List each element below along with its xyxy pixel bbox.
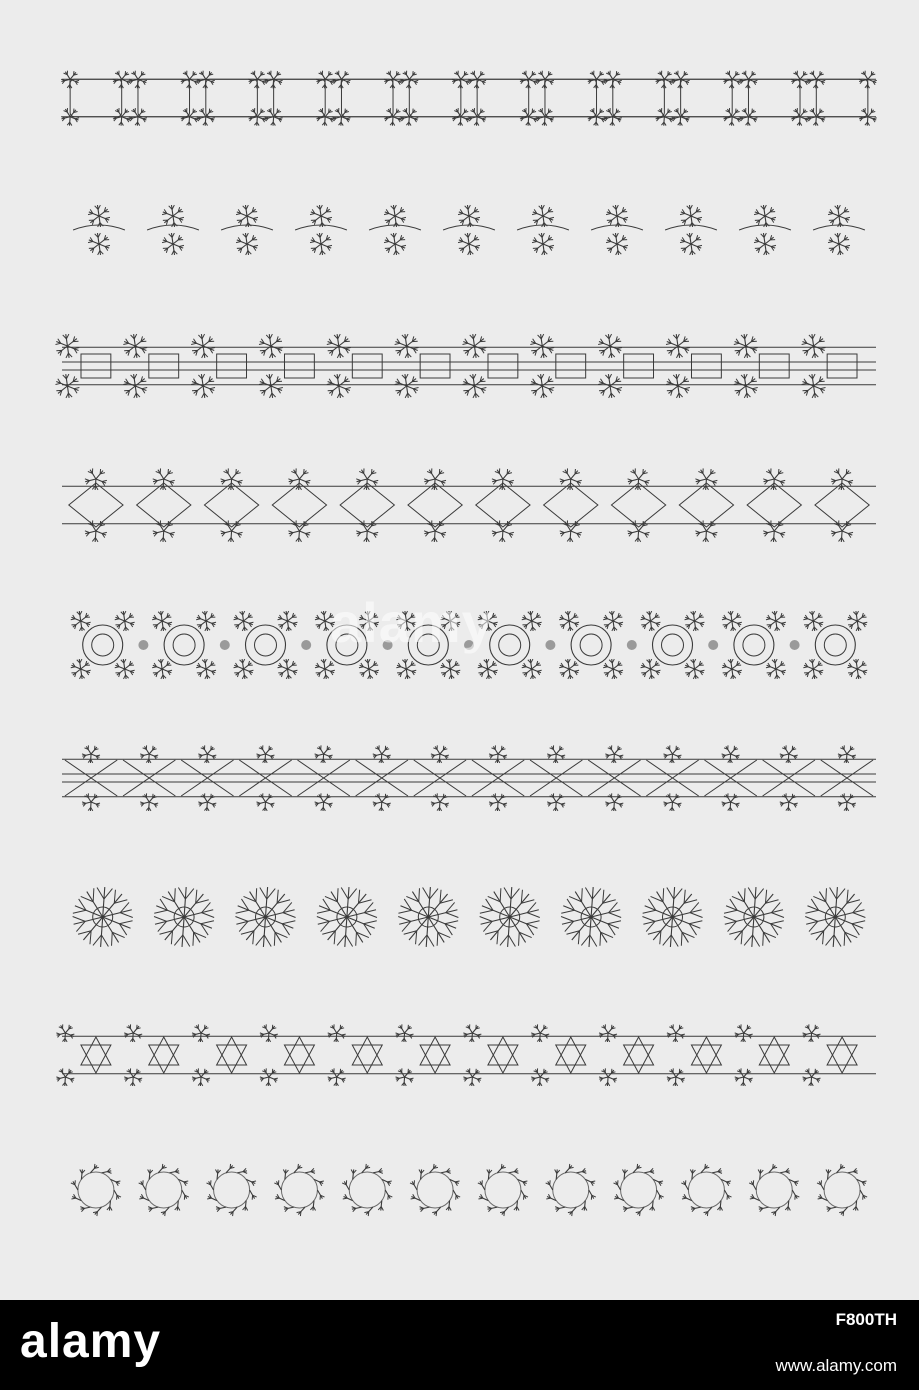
motif-unit <box>611 468 665 542</box>
motif-unit <box>735 1024 790 1086</box>
motif-unit <box>259 334 314 398</box>
motif-unit <box>530 334 585 398</box>
motif-unit <box>614 1164 664 1216</box>
motif-unit <box>56 1024 111 1086</box>
motif-unit <box>642 887 702 947</box>
border-6 <box>62 745 876 811</box>
ornament-dot <box>545 640 555 650</box>
motif-unit <box>327 334 382 398</box>
watermark: alamy <box>330 591 494 654</box>
motif-unit <box>147 205 199 255</box>
motif-unit <box>802 334 857 398</box>
motif-unit <box>317 887 377 947</box>
motif-unit <box>747 468 801 542</box>
motif-unit <box>480 887 540 947</box>
motif-unit <box>69 468 123 542</box>
motif-unit <box>588 745 640 811</box>
motif-unit <box>137 468 191 542</box>
motif-unit <box>739 205 791 255</box>
motif-unit <box>530 745 582 811</box>
border-7 <box>73 887 866 947</box>
motif-unit <box>234 611 312 679</box>
motif-unit <box>272 468 326 542</box>
motif-unit <box>328 1024 383 1086</box>
border-9 <box>71 1164 867 1216</box>
motif-unit <box>478 611 556 679</box>
motif-unit <box>815 468 869 542</box>
motif-unit <box>191 334 246 398</box>
motif-unit <box>410 1164 460 1216</box>
motif-unit <box>734 334 789 398</box>
motif-unit <box>544 468 598 542</box>
motif-unit <box>73 205 125 255</box>
motif-unit <box>591 205 643 255</box>
motif-unit <box>369 205 421 255</box>
ornament-dot <box>220 640 230 650</box>
motif-unit <box>414 745 466 811</box>
motif-unit <box>192 1024 247 1086</box>
motif-unit <box>123 334 178 398</box>
motif-unit <box>260 1024 315 1086</box>
motif-unit <box>395 334 450 398</box>
site-url: www.alamy.com <box>775 1356 897 1375</box>
motif-unit <box>646 745 698 811</box>
motif-unit <box>462 334 517 398</box>
motif-unit <box>154 887 214 947</box>
motif-unit <box>722 611 800 679</box>
motif-unit <box>73 887 133 947</box>
motif-unit <box>749 1164 799 1216</box>
motif-unit <box>342 1164 392 1216</box>
ornament-dot <box>627 640 637 650</box>
border-4 <box>62 468 876 542</box>
motif-unit <box>803 1024 858 1086</box>
motif-unit <box>821 745 873 811</box>
motif-unit <box>666 334 721 398</box>
motif-unit <box>139 1164 189 1216</box>
motif-unit <box>221 205 273 255</box>
motif-unit <box>679 468 733 542</box>
motif-unit <box>599 1024 654 1086</box>
motif-unit <box>817 1164 867 1216</box>
ornament-dot <box>383 640 393 650</box>
motif-unit <box>297 745 349 811</box>
motif-unit <box>204 468 258 542</box>
ornament-dot <box>790 640 800 650</box>
motif-unit <box>443 205 495 255</box>
motif-unit <box>71 611 149 679</box>
motif-unit <box>763 745 815 811</box>
image-code: F800TH <box>835 1310 897 1329</box>
footer-bar <box>0 1300 919 1390</box>
motif-unit <box>71 1164 121 1216</box>
motif-unit <box>396 1024 451 1086</box>
motif-unit <box>517 205 569 255</box>
motif-unit <box>239 745 291 811</box>
border-5 <box>71 611 867 679</box>
border-3 <box>55 334 876 398</box>
motif-unit <box>681 1164 731 1216</box>
motif-unit <box>546 1164 596 1216</box>
motif-unit <box>65 745 117 811</box>
motif-unit <box>356 745 408 811</box>
motif-unit <box>55 334 110 398</box>
border-2 <box>73 205 865 255</box>
motif-unit <box>803 611 867 679</box>
ornament-dot <box>138 640 148 650</box>
motif-unit <box>315 611 393 679</box>
ornament-dot <box>464 640 474 650</box>
motif-unit <box>665 205 717 255</box>
motif-unit <box>641 611 719 679</box>
ornament-dot <box>708 640 718 650</box>
motif-unit <box>274 1164 324 1216</box>
ornament-dot <box>301 640 311 650</box>
motif-unit <box>805 887 865 947</box>
motif-unit <box>398 887 458 947</box>
motif-unit <box>478 1164 528 1216</box>
motif-unit <box>235 887 295 947</box>
motif-unit <box>152 611 230 679</box>
motif-unit <box>704 745 756 811</box>
motif-unit <box>476 468 530 542</box>
alamy-logo: alamy <box>20 1315 162 1368</box>
motif-unit <box>598 334 653 398</box>
motif-unit <box>667 1024 722 1086</box>
motif-unit <box>561 887 621 947</box>
motif-unit <box>295 205 347 255</box>
motif-unit <box>340 468 394 542</box>
motif-unit <box>531 1024 586 1086</box>
motif-unit <box>124 1024 179 1086</box>
motif-unit <box>123 745 175 811</box>
motif-unit <box>724 887 784 947</box>
motif-unit <box>408 468 462 542</box>
motif-unit <box>472 745 524 811</box>
border-1 <box>61 71 877 126</box>
motif-unit <box>396 611 474 679</box>
motif-unit <box>559 611 637 679</box>
border-8 <box>56 1024 876 1086</box>
motif-unit <box>181 745 233 811</box>
motif-unit <box>207 1164 257 1216</box>
motif-unit <box>813 205 865 255</box>
motif-unit <box>463 1024 518 1086</box>
